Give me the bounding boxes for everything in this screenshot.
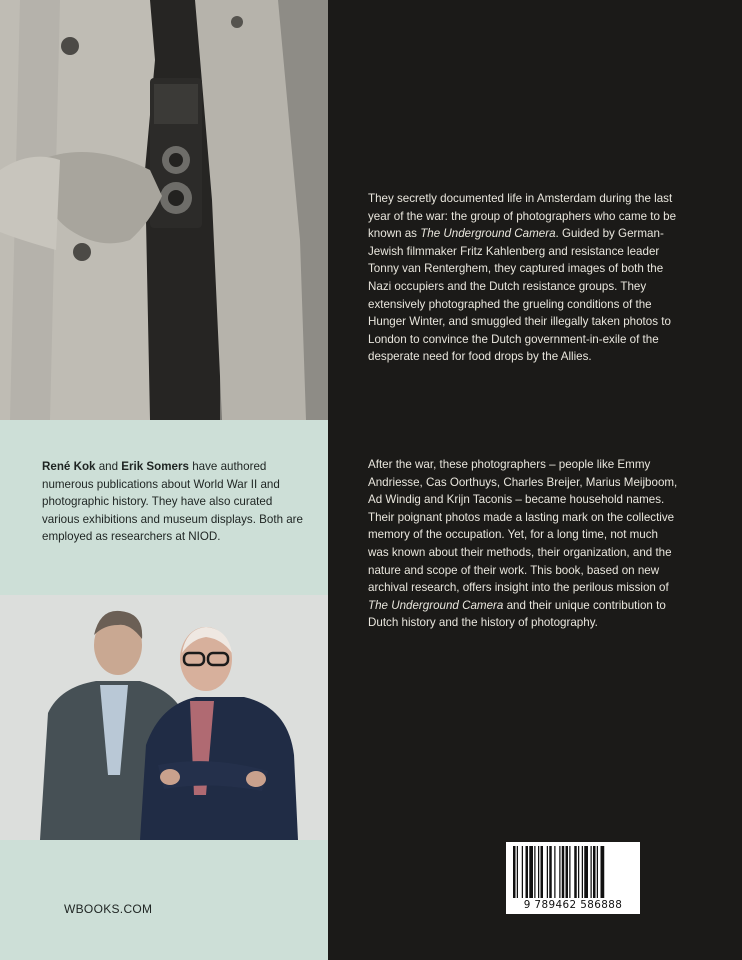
barcode-bar [593, 846, 596, 898]
barcode-bar [562, 846, 565, 898]
book-title: The Underground Camera [368, 598, 504, 612]
barcode-bar [578, 846, 579, 898]
paragraph-1-text-start: They secretly documented life in Amsterdam during the last year of the war: the group of photographers who came to be known as [368, 192, 677, 241]
left-column [0, 0, 328, 960]
barcode-bar [582, 846, 583, 898]
photographer-with-camera-photo [0, 0, 328, 420]
barcode-bar [574, 846, 577, 898]
barcode-bar [541, 846, 544, 898]
barcode-bar [526, 846, 529, 898]
barcode-bar [549, 846, 552, 898]
barcode-bar [584, 846, 588, 898]
book-title: The Underground Camera [420, 227, 556, 241]
barcode-bar [529, 846, 533, 898]
barcode-bar [547, 846, 548, 898]
barcode-bar [517, 846, 518, 898]
barcode-bar [566, 846, 569, 898]
isbn-number: 9 789462 586888 [523, 899, 623, 911]
barcode-bar [601, 846, 605, 898]
isbn-barcode [506, 842, 640, 914]
barcode-bar [591, 846, 592, 898]
paragraph-2-text-end: and their unique contribution to Dutch history and the history of photography. [368, 598, 666, 630]
barcode-bar [554, 846, 555, 898]
barcode-bar [534, 846, 535, 898]
publisher-website: WBOOKS.COM [64, 902, 153, 916]
authors-bio [42, 458, 304, 546]
barcode-bars [512, 846, 634, 898]
paragraph-2-text-start: After the war, these photographers – people like Emmy Andriesse, Cas Oorthuys, Charles Breijer, Marius Meijboom, Ad Windig and Krijn Taconis – became household names. Their poignant photos made a lasting mark on the collective memory of the occupation. Yet, for a long time, not much was known about their methods, their organization, and the nature and scope of their work. This book, based on new archival research, offers insight into the perilous mission of [368, 458, 678, 595]
paragraph-1-text-end: . Guided by German-Jewish filmmaker Fritz Kahlenberg and resistance leader Tonny van Renterghem, they captured images of both the Nazi occupiers and the Dutch resistance groups. They extensively photographed the grueling conditions of the Hunger Winter, and smuggled their illegally taken photos to London to convince the Dutch government-in-exile of the desperate need for food drops by the Allies. [368, 227, 671, 364]
author-name-2: Erik Somers [121, 460, 189, 473]
barcode-bar [522, 846, 523, 898]
author-name-1: René Kok [42, 460, 96, 473]
description-paragraph-1 [368, 190, 680, 366]
barcode-bar [538, 846, 539, 898]
barcode-bar [569, 846, 570, 898]
bio-connector: and [98, 460, 119, 473]
description-paragraph-2 [368, 456, 680, 632]
barcode-bar [513, 846, 516, 898]
authors-portrait-photo [0, 595, 328, 840]
right-column [328, 0, 742, 960]
bio-text: have authored numerous publications about World War II and photographic history. They have also curated various exhibitions and museum displays. Both are employed as researchers at NIOD. [42, 460, 303, 544]
barcode-bar [597, 846, 598, 898]
barcode-bar [559, 846, 560, 898]
